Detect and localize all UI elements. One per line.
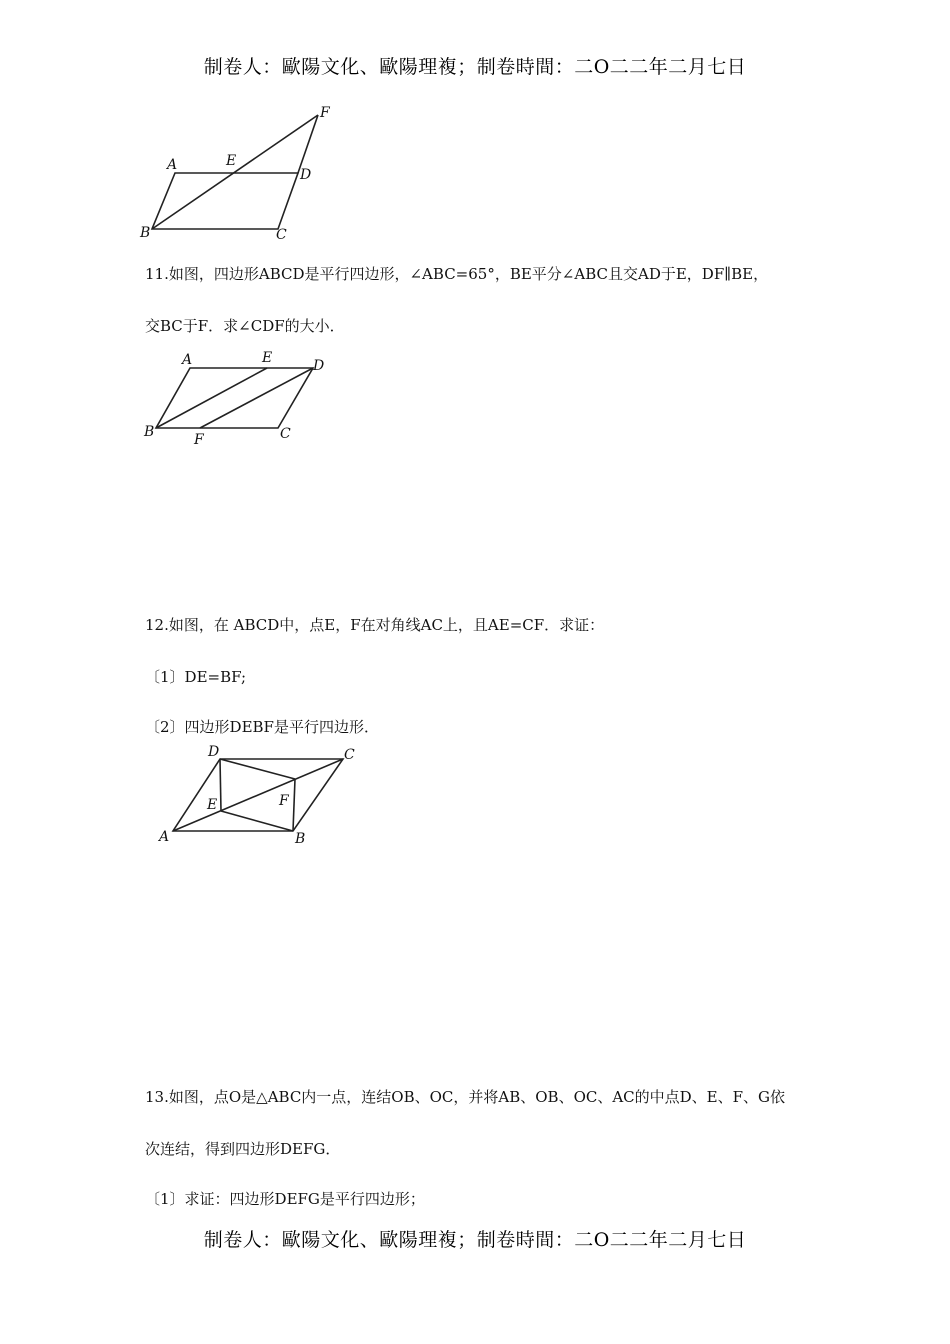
label-b: B	[140, 225, 151, 241]
segment-df	[298, 115, 318, 173]
segment-de	[220, 759, 221, 811]
label-a: A	[167, 157, 178, 173]
page-footer: 制卷人：歐陽文化、歐陽理複；制卷時間：二O二二年二月七日	[203, 1229, 747, 1251]
page-header: 制卷人：歐陽文化、歐陽理複；制卷時間：二O二二年二月七日	[203, 56, 747, 78]
segment-eb	[221, 811, 293, 831]
label-c: C	[344, 747, 355, 763]
problem-13-line-1: 13.如图，点O是△ABC内一点，连结OB、OC，并将AB、OB、OC、AC的中点D、E、F、G依	[145, 1088, 786, 1106]
label-f: F	[194, 432, 204, 448]
problem-12-part-2: 〔2〕四边形DEBF是平行四边形．	[145, 718, 379, 736]
segment-bf	[293, 779, 295, 831]
label-d: D	[208, 744, 220, 760]
problem-13-part-1: 〔1〕求证：四边形DEFG是平行四边形；	[145, 1190, 425, 1208]
label-a: A	[159, 829, 170, 845]
figure-parallelogram-3	[155, 743, 375, 848]
figure-parallelogram-2	[140, 350, 340, 450]
problem-12-part-1: 〔1〕DE=BF;	[145, 668, 247, 686]
label-a: A	[182, 352, 193, 368]
label-e: E	[207, 797, 218, 813]
problem-11-line-1: 11.如图，四边形ABCD是平行四边形，∠ABC=65°，BE平分∠ABC且交AD于E，DF∥BE，	[145, 265, 769, 283]
label-e: E	[226, 153, 237, 169]
label-e: E	[262, 350, 273, 366]
figure-parallelogram-1	[140, 105, 370, 245]
label-c: C	[280, 426, 291, 442]
label-f: F	[320, 105, 330, 121]
parallelogram-abcd	[152, 173, 298, 229]
segment-fd	[220, 759, 295, 779]
parallelogram-abcd	[156, 368, 313, 428]
label-d: D	[313, 358, 325, 374]
problem-11-line-2: 交BC于F．求∠CDF的大小．	[145, 317, 345, 335]
label-d: D	[300, 167, 312, 183]
label-f: F	[279, 793, 289, 809]
label-c: C	[276, 227, 287, 243]
problem-13-line-2: 次连结，得到四边形DEFG．	[145, 1140, 341, 1158]
label-b: B	[295, 831, 306, 847]
problem-12-stem: 12.如图，在 ABCD中，点E，F在对角线AC上，且AE=CF．求证：	[145, 616, 605, 634]
label-b: B	[144, 424, 155, 440]
